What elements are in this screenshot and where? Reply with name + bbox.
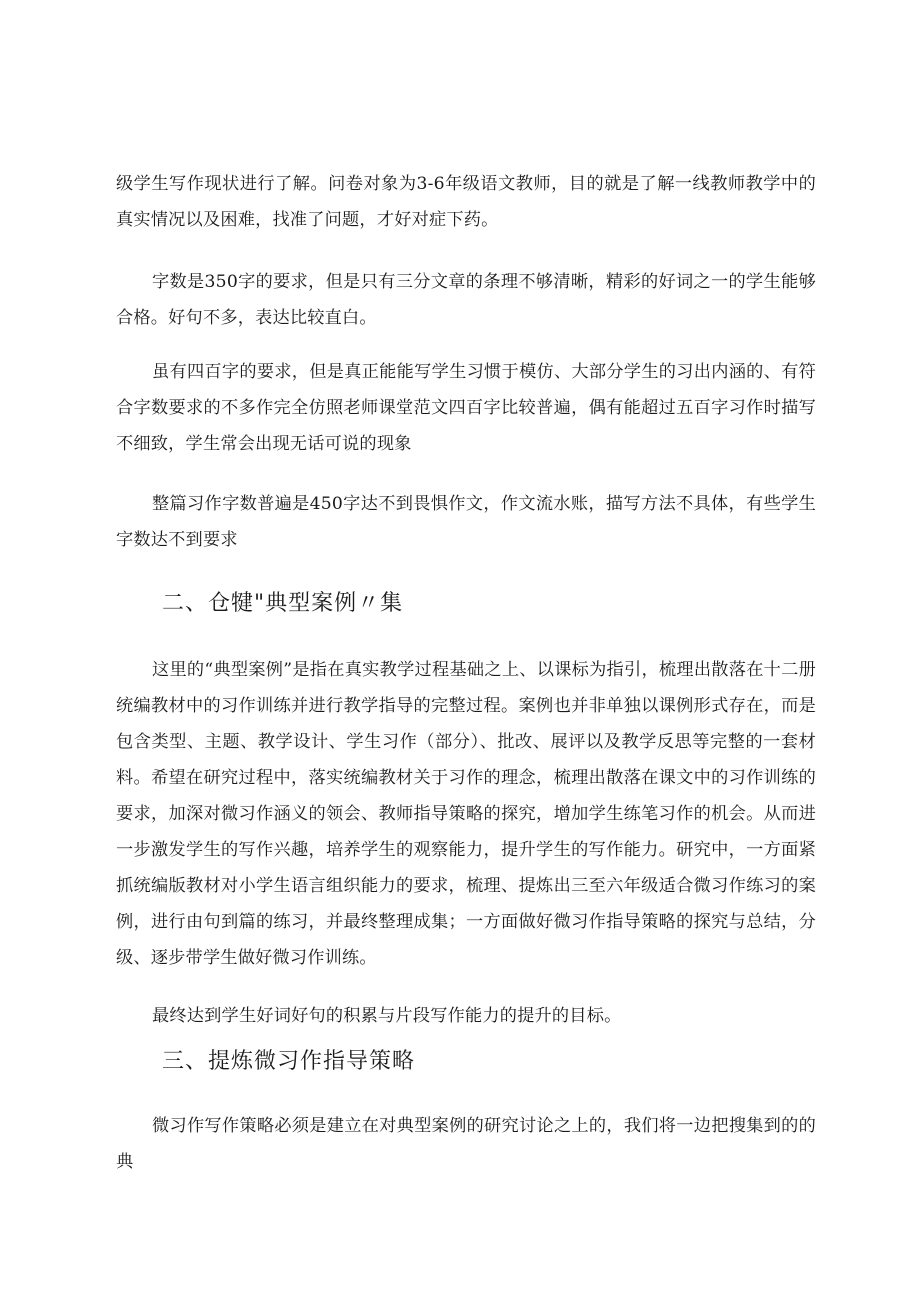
- paragraph-survey-continuation: 级学生写作现状进行了解。问卷对象为3-6年级语文教师，目的就是了解一线教师教学中的真实情况以及困难，找准了问题，才好对症下药。: [116, 174, 816, 230]
- paragraph-typical-cases: 这里的“典型案例”是指在真实教学过程基础之上、以课标为指引，梳理出散落在十二册统编教材中的习作训练并进行教学指导的完整过程。案例也并非单独以课例形式存在，而是包含类型、主题、教学设计、学生习作（部分）、批改、展评以及教学反思等完整的一套材料。希望在研究过程中，落实统编教材关于习作的理念，梳理出散落在课文中的习作训练的要求，加深对微习作涵义的领会、教师指导策略的探究，增加学生练笔习作的机会。从而进一步激发学生的写作兴趣，培养学生的观察能力，提升学生的写作能力。研究中，一方面紧抓统编版教材对小学生语言组织能力的要求，梳理、提炼出三至六年级适合微习作练习的案例，进行由句到篇的练习，并最终整理成集；一方面做好微习作指导策略的探究与总结，分级、逐步带学生做好微习作训练。: [116, 660, 816, 968]
- paragraph-final-goal: 最终达到学生好词好句的积累与片段写作能力的提升的目标。: [152, 1006, 622, 1026]
- paragraph-strategy: 微习作写作策略必须是建立在对典型案例的研究讨论之上的，我们将一边把搜集到的的典: [116, 1116, 816, 1172]
- section-heading-2: 二、仓犍"典型案例〃集: [162, 591, 404, 616]
- section-heading-3: 三、提炼微习作指导策略: [162, 1049, 416, 1074]
- paragraph-400-words: 虽有四百字的要求，但是真正能能写学生习惯于模仿、大部分学生的习出内涵的、有符合字数要求的不多作完全仿照老师课堂范文四百字比较普遍，偶有能超过五百字习作时描写不细致，学生常会出现无话可说的现象: [116, 362, 816, 454]
- paragraph-350-words: 字数是350字的要求，但是只有三分文章的条理不够清晰，精彩的好词之一的学生能够合格。好句不多，表达比较直白。: [116, 272, 816, 328]
- paragraph-450-words: 整篇习作字数普遍是450字达不到畏惧作文，作文流水账，描写方法不具体，有些学生字数达不到要求: [116, 494, 816, 550]
